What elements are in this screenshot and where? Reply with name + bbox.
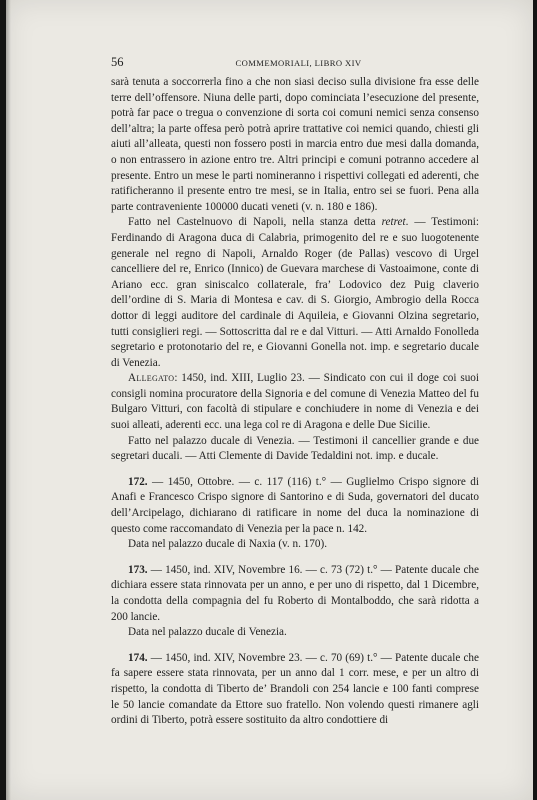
- entry-173: [111, 563, 479, 625]
- paragraph-witnesses-start: Fatto nel Castelnuovo di Napoli, nella stanza detta: [128, 216, 382, 229]
- entry-text: — 1450, ind. XIV, Novembre 23. — c. 70 (69) t.° — Patente ducale che fa sapere essere stata rinnovata, per un anno dal 1 corr. mese, e per un altro di rispetto, la condotta di Tiberto de’ Brandoli con 254 lancie e 100 fanti comprese le 50 lancie comandate da Ettore suo fratello. Non volendo questi rimanere agli ordini di Tiberto, potrà essere sostituito da altro condottiere di: [111, 651, 479, 727]
- paragraph-witnesses-rest: . — Testimoni: Ferdinando di Aragona duca di Calabria, primogenito del re e suo luogotenente generale nel regno di Napoli, Arnaldo Roger (de Pallas) vescovo di Urgel cancelliere del re, Enrico (Innico) de Guevara marchese di Vastoaimone, conte di Ariano ecc. gran siniscalco collaterale, fra’ Lodovico dez Puig claverio dell’ordine di S. Maria di Montesa e cav. di S. Giorgio, Ambrogio della Rocca dottor di leggi auditore del cardinale di Aquileia, e Giovanni Olzina segretario, tutti consiglieri regi. — Sottoscritta dal re e dal Vitturi. — Atti Arnaldo Fonolleda segretario e protonotario del re, e Giovanni Gonella not. imp. e segretario ducale di Venezia.: [111, 216, 480, 369]
- paragraph-allegato: [111, 371, 479, 433]
- entry-172-note: Data nel palazzo ducale di Naxia (v. n. 170).: [128, 538, 328, 551]
- allegato-text: : 1450, ind. XIII, Luglio 23. — Sindicato con cui il doge coi suoi consigli nomina procuratore della Signoria e del comune di Venezia Matteo del fu Bulgaro Vitturi, con facoltà di stipulare e conchiudere in nome di Venezia e dei suoi alleati, aderenti ecc. una lega col re di Aragona e delle Due Sicilie.: [111, 372, 479, 432]
- entry-172: [111, 475, 479, 537]
- page-header: [109, 55, 480, 69]
- entry-174: [111, 651, 479, 729]
- body-text: [111, 75, 479, 729]
- running-title: COMMEMORIALI, LIBRO XIV: [235, 58, 362, 68]
- entry-173-note: Data nel palazzo ducale di Venezia.: [128, 626, 287, 639]
- entry-number: 173.: [128, 563, 148, 576]
- entry-number: 174.: [128, 651, 148, 664]
- entry-text: — 1450, Ottobre. — c. 117 (116) t.° — Guglielmo Crispo signore di Anafi e Francesco Crispo signore di Santorino e di Suda, governatori del ducato dell’Arcipelago, dichiarano di ratificare in nome del duca la nominazione di questo come raccomandato di Venezia per la pace n. 142.: [111, 475, 479, 535]
- paragraph-witnesses: [111, 215, 479, 371]
- page-number: 56: [111, 55, 124, 69]
- entry-number: 172.: [128, 475, 148, 488]
- paragraph-continuation: sarà tenuta a soccorrerla fino a che non siasi deciso sulla divisione fra esse delle terre dell’offensore. Niuna delle parti, dopo cominciata l’esecuzione del presente, potrà far pace o tregua o convenzione di sorta coi comuni nemici senza consenso dell’altra; la parte offesa però potrà aprire trattative coi nemici quando, chiesti gli aiuti all’alleata, questi non fossero posti in marcia entro due mesi dalla domanda, o non entrassero in azione entro tre. Altri principi e comuni potranno accedere al presente. Entro un mese le parti nomineranno i rispettivi collegati ed aderenti, che ratificheranno il presente entro tre mesi, se in Italia, entro sei se fuori. Pena alla parte contraveniente 100000 ducati veneti (v. n. 180 e 186).: [111, 76, 479, 213]
- allegato-label: Allegato: [128, 372, 175, 385]
- paragraph-palazzo: Fatto nel palazzo ducale di Venezia. — Testimoni il cancellier grande e due segretari ducali. — Atti Clemente di Davide Tedaldini not. imp. e ducale.: [111, 434, 479, 463]
- document-page: [6, 0, 533, 800]
- entry-text: — 1450, ind. XIV, Novembre 16. — c. 73 (72) t.° — Patente ducale che dichiara essere stata rinnovata per un anno, e per uno di rispetto, dal 1 Dicembre, la condotta della compagnia del fu Roberto di Montalboddo, che sarà ridotta a 200 lancie.: [111, 563, 479, 623]
- retret-term: retret: [381, 216, 406, 229]
